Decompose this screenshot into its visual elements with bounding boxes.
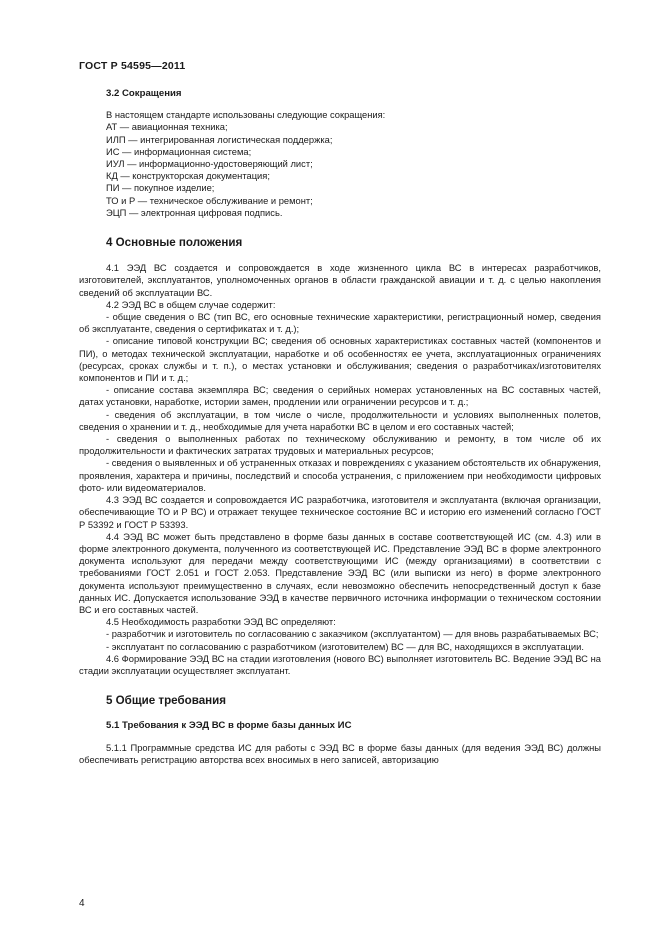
section-5-1-title: 5.1 Требования к ЭЭД ВС в форме базы данных ИС bbox=[106, 720, 352, 732]
document-body bbox=[79, 88, 601, 766]
paragraph-4-5: 4.5 Необходимость разработки ЭЭД ВС определяют: bbox=[106, 617, 336, 628]
abbreviation-item: ИЛП — интегрированная логистическая поддержка; bbox=[106, 134, 333, 145]
abbreviation-item: ТО и Р — техническое обслуживание и ремонт; bbox=[106, 195, 313, 206]
abbreviations-intro: В настоящем стандарте использованы следующие сокращения: bbox=[106, 110, 386, 121]
abbreviation-item: АТ — авиационная техника; bbox=[106, 122, 228, 133]
section-4-title: 4 Основные положения bbox=[106, 236, 243, 250]
abbreviation-item: ИС — информационная система; bbox=[106, 146, 252, 157]
abbreviation-item: ИУЛ — информационно-удостоверяющий лист; bbox=[106, 159, 313, 170]
list-item: - сведения о выявленных и об устраненных отказах и повреждениях с указанием обстоятельств их обнаружения, проявления, характера и причины, последствий и способа устранения, с приложением при необходимости цифровых фото- или видеоматериалов. bbox=[79, 458, 601, 493]
paragraph-4-3: 4.3 ЭЭД ВС создается и сопровождается ИС разработчика, изготовителя и эксплуатанта (включая организации, обеспечивающие ТО и Р ВС) и отражает текущее техническое состояние ВС и историю его изменений согласно ГОСТ Р 53392 и ГОСТ Р 53393. bbox=[79, 495, 601, 530]
list-item: - сведения об эксплуатации, в том числе о числе, продолжительности и условиях выполненных полетов, сведения о хранении и т. д., необходимые для учета наработки ВС в целом и его составных частей; bbox=[79, 409, 601, 432]
list-item: - описание состава экземпляра ВС; сведения о серийных номерах установленных на ВС составных частей, датах установки, наработке, истории замен, продлении или ограничении ресурсов и т. д.; bbox=[79, 385, 601, 408]
abbreviation-item: ЭЦП — электронная цифровая подпись. bbox=[106, 207, 283, 218]
paragraph-5-1-1: 5.1.1 Программные средства ИС для работы с ЭЭД ВС в форме базы данных (для ведения ЭЭД ВС) должны обеспечивать регистрацию авторства всех вносимых в него записей, авторизацию bbox=[79, 742, 601, 765]
page-header-standard: ГОСТ Р 54595—2011 bbox=[79, 60, 186, 72]
section-5-title: 5 Общие требования bbox=[106, 694, 227, 708]
list-item: - описание типовой конструкции ВС; сведения об основных характеристиках составных частей (компонентов и ПИ), о методах технической эксплуатации, наработке и об особенностях ее учета, эксплуатационных ограничениях (ресурсах, сроках службы и т. п.), о местах установки и обслуживания; сведения о разработчиках/изготовителях компонентов и ПИ и т. д.; bbox=[79, 336, 601, 384]
abbreviation-item: ПИ — покупное изделие; bbox=[106, 183, 215, 194]
paragraph-4-2: 4.2 ЭЭД ВС в общем случае содержит: bbox=[106, 299, 276, 310]
list-item: - сведения о выполненных работах по техническому обслуживанию и ремонту, в том числе об их продолжительности и фактических затратах трудовых и материальных ресурсов; bbox=[79, 434, 601, 457]
section-3-2-title: 3.2 Сокращения bbox=[106, 88, 182, 99]
paragraph-4-6: 4.6 Формирование ЭЭД ВС на стадии изготовления (нового ВС) выполняет изготовитель ВС. Ведение ЭЭД ВС на стадии эксплуатации осуществляет эксплуатант. bbox=[79, 653, 601, 676]
list-item: - эксплуатант по согласованию с разработчиком (изготовителем) ВС — для ВС, находящихся в эксплуатации. bbox=[106, 641, 584, 652]
paragraph-4-4: 4.4 ЭЭД ВС может быть представлено в форме базы данных в составе соответствующей ИС (см. 4.3) или в форме электронного документа, полученного из соответствующей ИС. Представление ЭЭД ВС в форме электронного документа используют для передачи между соответствующими ИС (между организациями) в соответствии с требованиями ГОСТ 2.051 и ГОСТ 2.053. Представление ЭЭД ВС (или выписки из него) в форме электронного документа используют преимущественно в случаях, если невозможно обеспечить непосредственный доступ к базе данных ИС. Допускается использование ЭЭД в качестве первичного источника информации о техническом состоянии ВС и его составных частей. bbox=[79, 531, 601, 615]
paragraph-4-1: 4.1 ЭЭД ВС создается и сопровождается в ходе жизненного цикла ВС в интересах разработчиков, изготовителей, эксплуатантов, уполномоченных органов в области гражданской авиации и т. д. с целью накопления сведений об эксплуатации ВС. bbox=[79, 263, 601, 298]
page-number: 4 bbox=[79, 898, 85, 909]
list-item: - разработчик и изготовитель по согласованию с заказчиком (эксплуатантом) — для вновь разрабатываемых ВС; bbox=[106, 629, 599, 640]
abbreviation-item: КД — конструкторская документация; bbox=[106, 171, 270, 182]
list-item: - общие сведения о ВС (тип ВС, его основные технические характеристики, регистрационный номер, сведения об эксплуатанте, сведения о сертификатах и т. д.); bbox=[79, 312, 601, 335]
